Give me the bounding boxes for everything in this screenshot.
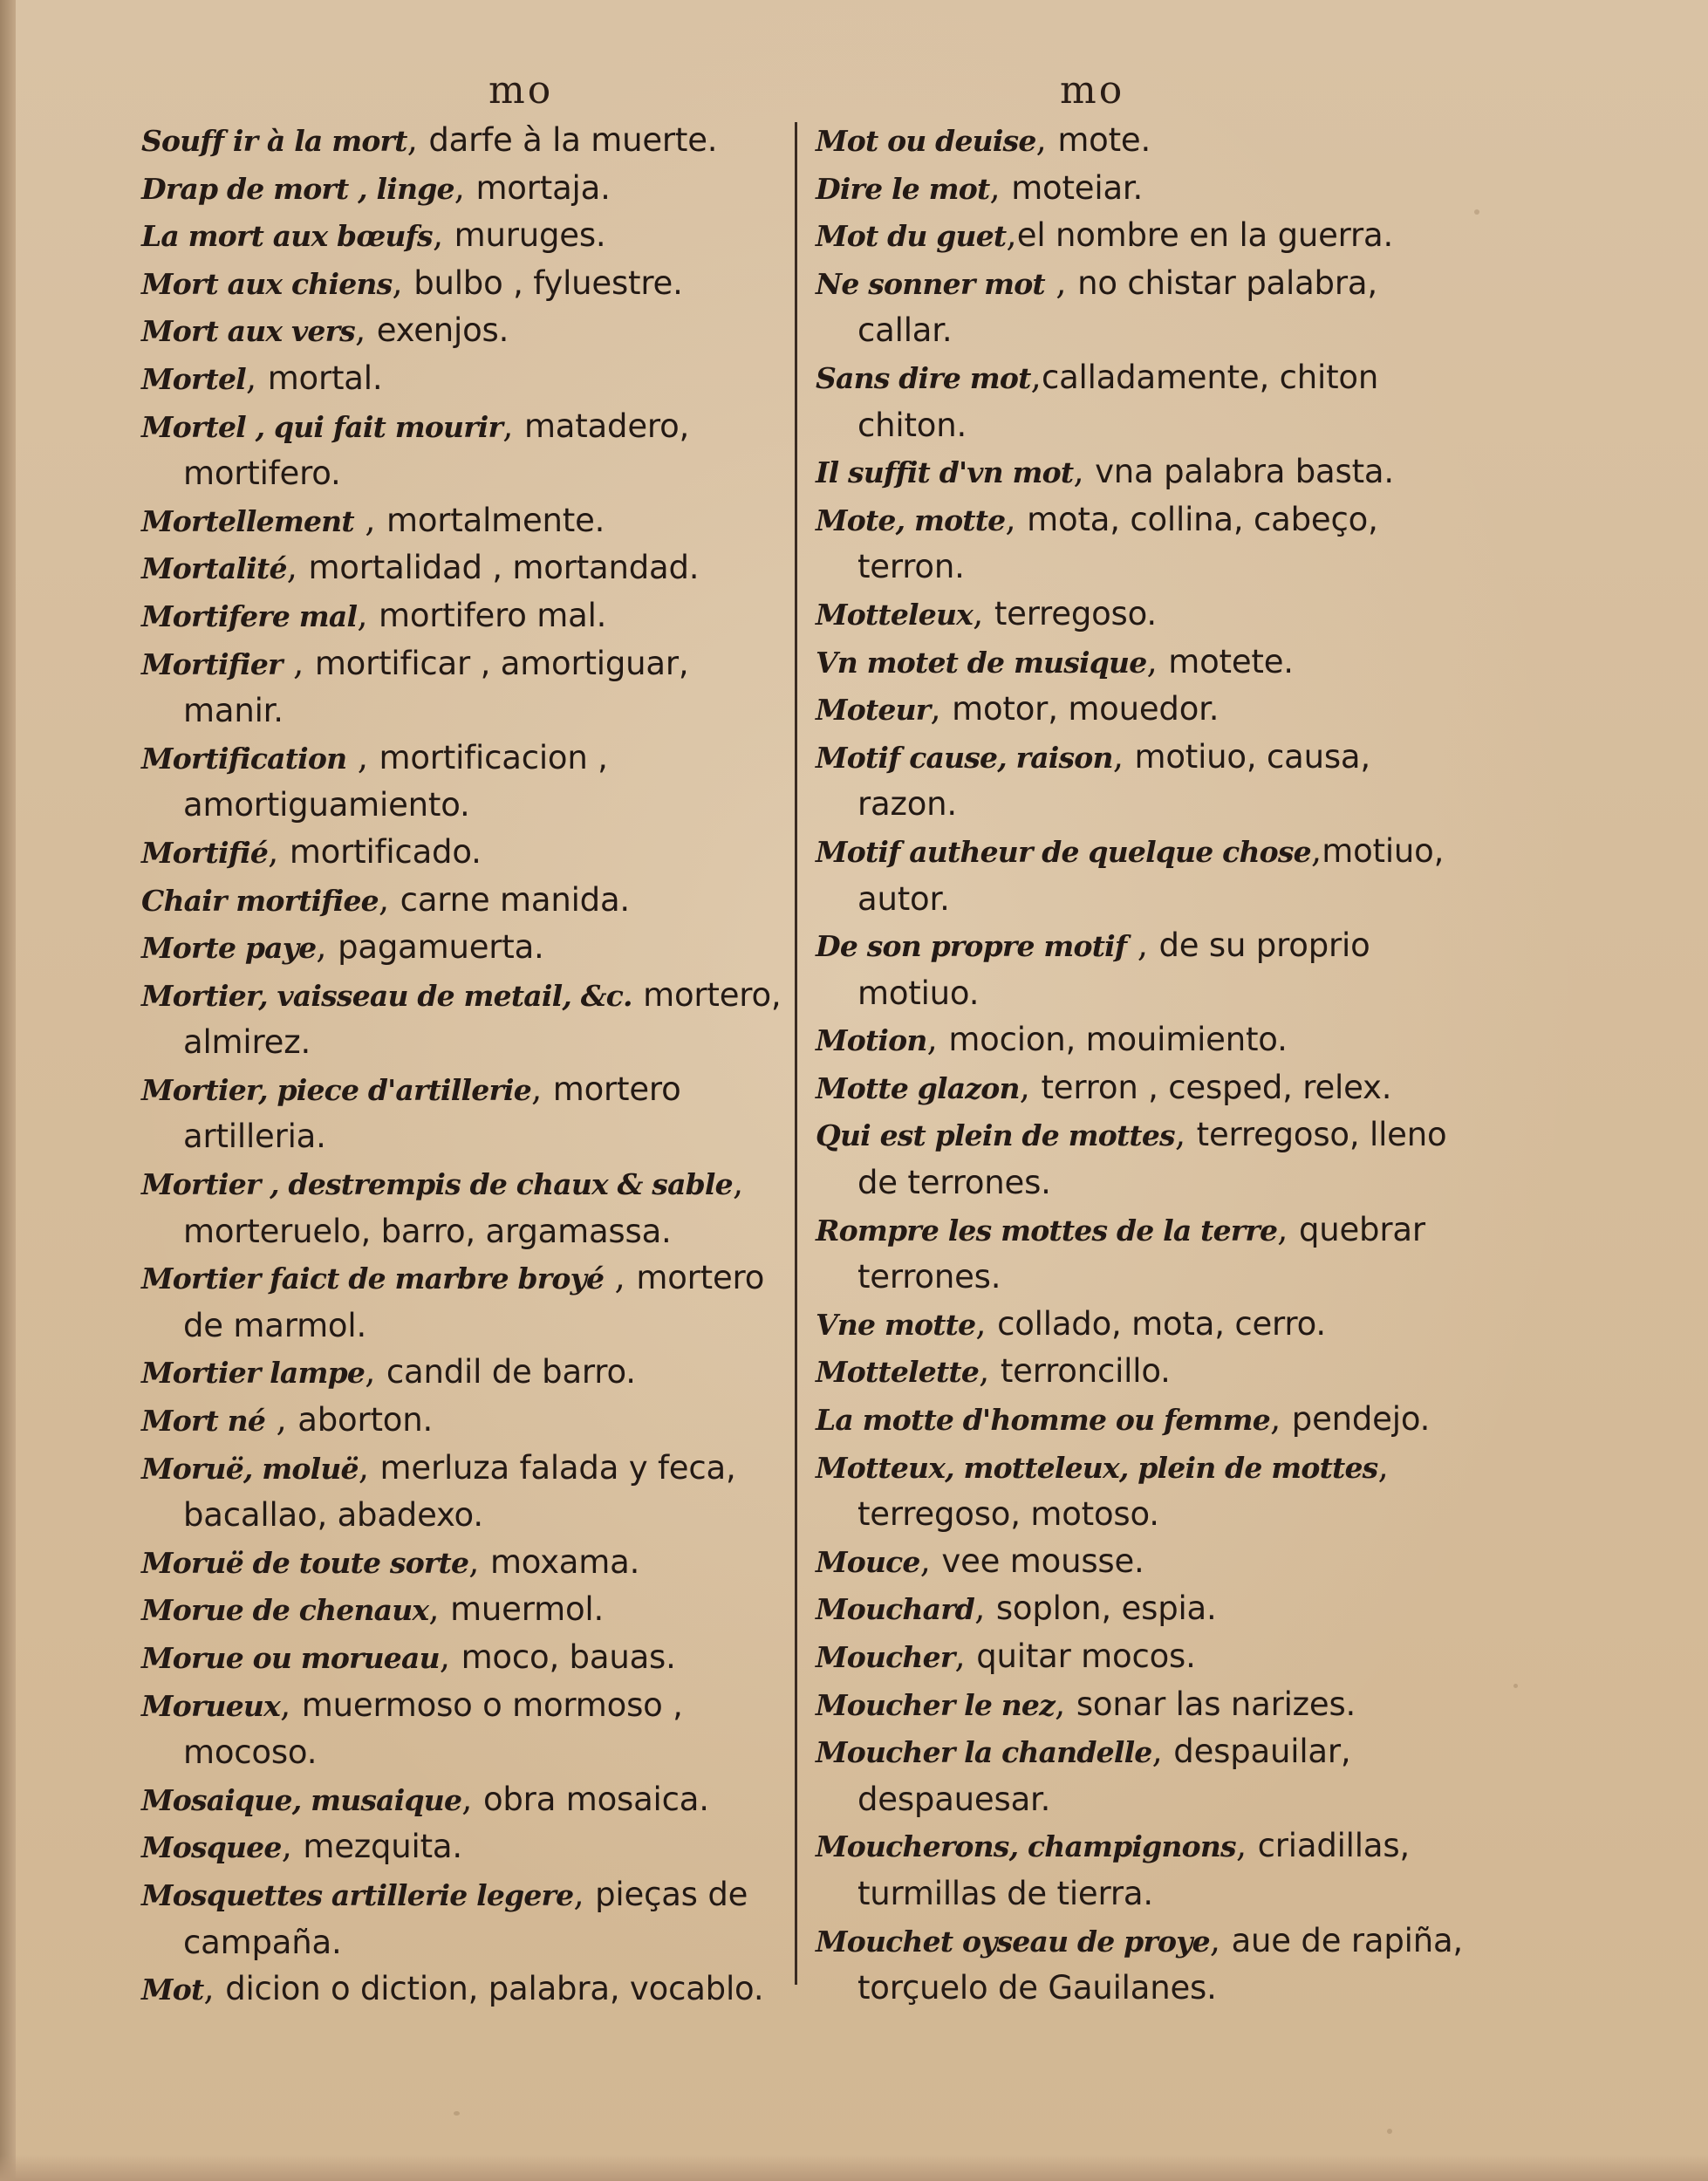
entry-separator: , xyxy=(392,263,414,303)
entry-translation: muruges. xyxy=(454,216,606,255)
entry-headword: La mort aux bœufs xyxy=(141,219,433,254)
dictionary-entry xyxy=(141,117,787,165)
entry-separator: , xyxy=(1377,1446,1389,1487)
entry-separator: , xyxy=(454,168,476,208)
dictionary-entry xyxy=(816,1207,1479,1301)
entry-headword: Mot xyxy=(141,1972,204,2007)
entry-headword: Mouce xyxy=(816,1544,920,1579)
dictionary-entry xyxy=(816,922,1479,1016)
entry-translation: vee mousse. xyxy=(941,1542,1144,1580)
entry-translation: mortifero mal. xyxy=(379,596,607,634)
entry-translation: merluza falada y feca, bacallao, abadexo. xyxy=(183,1448,736,1535)
entry-headword: Sans dire mot xyxy=(816,360,1031,395)
entry-separator: , xyxy=(1174,1115,1197,1155)
dictionary-entry xyxy=(141,829,787,877)
entry-translation: aborton. xyxy=(297,1401,434,1439)
entry-headword: Mortalité xyxy=(141,551,287,586)
dictionary-entry xyxy=(816,1444,1479,1538)
entry-headword: Mort aux vers xyxy=(141,314,355,349)
entry-headword: Moucherons, champignons xyxy=(816,1829,1236,1864)
dictionary-entry xyxy=(816,1538,1479,1586)
entry-separator: , xyxy=(439,1637,461,1677)
entry-separator: , xyxy=(428,1590,451,1630)
dictionary-entry xyxy=(816,1064,1479,1112)
left-column xyxy=(141,117,787,2013)
entry-separator: , xyxy=(282,643,315,683)
dictionary-entry xyxy=(141,307,787,355)
entry-separator: , xyxy=(1112,736,1135,776)
entry-separator: , xyxy=(468,1542,490,1582)
entry-separator: , xyxy=(1044,263,1078,303)
entry-headword: Mortier lampe xyxy=(141,1356,366,1391)
entry-headword: Morte paye xyxy=(141,931,317,966)
dictionary-entry xyxy=(816,354,1479,448)
entry-headword: Qui est plein de mottes xyxy=(816,1118,1175,1153)
entry-headword: Vne motte xyxy=(816,1307,976,1342)
entry-headword: Vn motet de musique xyxy=(816,645,1147,680)
entry-translation: mortificado. xyxy=(289,832,482,871)
entry-translation: criadillas, turmillas de tierra. xyxy=(857,1827,1410,1912)
dictionary-entry xyxy=(816,1633,1479,1681)
entry-headword: Mote, motte xyxy=(816,503,1006,537)
dictionary-entry xyxy=(816,686,1479,734)
entry-translation: exenjos. xyxy=(376,311,509,350)
entry-translation: vna palabra basta. xyxy=(1095,453,1394,491)
entry-headword: Motif cause, raison xyxy=(816,740,1113,775)
entry-translation: motor, mouedor. xyxy=(952,690,1220,728)
dictionary-entry xyxy=(816,828,1479,922)
paper-spot xyxy=(454,2111,460,2116)
entry-headword: Moruë de toute sorte xyxy=(141,1545,469,1580)
dictionary-entry xyxy=(816,1301,1479,1349)
entry-separator: , xyxy=(1055,1684,1076,1724)
dictionary-entry xyxy=(816,1918,1479,2012)
dictionary-entry xyxy=(141,497,787,545)
dictionary-entry xyxy=(141,1634,787,1682)
dictionary-entry xyxy=(141,1823,787,1871)
paper-spot xyxy=(1474,209,1479,215)
dictionary-entry xyxy=(141,355,787,403)
entry-headword: Mosquettes artillerie legere xyxy=(141,1877,574,1912)
entry-separator: , xyxy=(926,1020,949,1060)
entry-translation: mortificacion , amortiguamiento. xyxy=(183,738,608,824)
entry-separator: , xyxy=(432,215,454,256)
entry-separator: , xyxy=(930,689,953,729)
entry-separator: , xyxy=(973,593,994,633)
entry-separator: , xyxy=(268,831,290,872)
entry-translation: muermoso o mormoso , mocoso. xyxy=(183,1685,683,1772)
entry-headword: Mort né xyxy=(141,1404,266,1439)
entry-translation: mortero de marmol. xyxy=(183,1259,765,1344)
entry-headword: Mortier faict de marbre broyé xyxy=(141,1261,605,1296)
entry-headword: Motteux, motteleux, plein de mottes xyxy=(816,1450,1378,1485)
dictionary-entry xyxy=(141,1966,787,2013)
entry-headword: Mot du guet xyxy=(816,219,1007,254)
entry-headword: Motif autheur de quelque chose xyxy=(816,834,1311,869)
entry-separator: , xyxy=(604,1258,637,1298)
entry-translation: terron , cesped, relex. xyxy=(1041,1068,1392,1106)
entry-translation: darfe à la muerte. xyxy=(428,121,718,159)
entry-headword: Mottelette xyxy=(816,1355,980,1390)
column-divider xyxy=(795,122,797,1985)
entry-headword: Ne sonner mot xyxy=(816,266,1045,301)
entry-separator: , xyxy=(989,168,1012,208)
entry-translation: mortero, almirez. xyxy=(183,975,782,1062)
entry-translation: terroncillo. xyxy=(1000,1352,1171,1391)
entry-headword: Il suffit d'vn mot xyxy=(816,455,1074,490)
entry-translation: mortalidad , mortandad. xyxy=(308,549,700,587)
dictionary-entry xyxy=(141,877,787,925)
entry-separator: , xyxy=(974,1589,996,1629)
dictionary-entry xyxy=(141,1397,787,1445)
dictionary-entry xyxy=(816,1111,1479,1206)
entry-translation: bulbo , fyluestre. xyxy=(413,263,683,302)
entry-separator: , xyxy=(245,358,268,398)
entry-translation: el nombre en la guerra. xyxy=(1016,216,1394,255)
entry-headword: Mortel , qui fait mourir xyxy=(141,409,503,444)
entry-headword: Mortier, vaisseau de metail, &c. xyxy=(141,978,632,1013)
entry-translation: motiuo, autor. xyxy=(857,831,1445,918)
entry-translation: terregoso, motoso. xyxy=(857,1495,1159,1534)
dictionary-entry xyxy=(816,260,1479,354)
entry-headword: Mouchard xyxy=(816,1592,975,1627)
entry-headword: Moucher la chandelle xyxy=(816,1735,1152,1770)
entry-translation: moteiar. xyxy=(1011,168,1144,207)
entry-translation: mortal. xyxy=(267,359,383,397)
entry-separator: , xyxy=(378,879,400,920)
dictionary-entry xyxy=(816,1016,1479,1064)
dictionary-entry xyxy=(816,1396,1479,1444)
entry-headword: Mot ou deuise xyxy=(816,124,1036,158)
entry-translation: muermol. xyxy=(450,1590,605,1629)
entry-headword: Rompre les mottes de la terre xyxy=(816,1213,1278,1248)
entry-separator: , xyxy=(502,406,524,446)
entry-translation: candil de barro. xyxy=(386,1353,636,1391)
entry-translation: motiuo, causa, razon. xyxy=(857,737,1370,824)
entry-translation: terregoso. xyxy=(994,594,1157,632)
entry-translation: mezquita. xyxy=(303,1828,462,1866)
right-column xyxy=(816,117,1479,2012)
entry-headword: Mortellement xyxy=(141,503,354,538)
running-head-right: mo xyxy=(1060,68,1125,113)
entry-headword: Mortel xyxy=(141,361,246,396)
dictionary-entry xyxy=(141,1349,787,1397)
paper-spot xyxy=(1513,1684,1518,1688)
entry-separator: , xyxy=(732,1164,744,1204)
entry-translation: motete. xyxy=(1168,642,1294,680)
entry-separator: , xyxy=(1146,641,1169,681)
entry-separator: , xyxy=(954,1637,977,1676)
entry-headword: Motion xyxy=(816,1023,927,1058)
entry-separator: , xyxy=(1073,452,1096,492)
entry-translation: moxama. xyxy=(489,1542,640,1581)
dictionary-entry xyxy=(816,165,1479,213)
entry-headword: Mortifier xyxy=(141,646,283,681)
page-edge-shadow xyxy=(0,0,16,2181)
entry-translation: morteruelo, barro, argamassa. xyxy=(183,1212,672,1250)
dictionary-entry xyxy=(141,260,787,308)
dictionary-entry xyxy=(141,1539,787,1587)
dictionary-entry xyxy=(816,117,1479,165)
entry-separator: , xyxy=(975,1303,998,1343)
dictionary-entry xyxy=(816,1348,1479,1396)
dictionary-entry xyxy=(141,924,787,972)
entry-separator: , xyxy=(1126,926,1159,966)
entry-separator: , xyxy=(919,1541,942,1581)
dictionary-entry xyxy=(141,592,787,640)
entry-separator: , xyxy=(346,737,379,777)
entry-separator: , xyxy=(1151,1732,1174,1772)
running-head-left: mo xyxy=(488,68,554,113)
entry-headword: Mortifere mal xyxy=(141,598,358,633)
dictionary-entry xyxy=(141,1682,787,1776)
dictionary-entry xyxy=(141,972,787,1066)
entry-separator: , xyxy=(979,1351,1001,1391)
entry-headword: Mortification xyxy=(141,741,347,776)
entry-translation: calladamente, chiton chiton. xyxy=(857,358,1379,444)
entry-headword: Mortier , destrempis de chaux & sable xyxy=(141,1167,733,1202)
dictionary-entry xyxy=(141,1445,787,1539)
dictionary-entry xyxy=(141,544,787,592)
entry-translation: mortalmente. xyxy=(386,501,605,539)
entry-headword: Moucher le nez xyxy=(816,1687,1056,1722)
entry-separator: , xyxy=(365,1352,386,1392)
entry-headword: Morueux xyxy=(141,1688,280,1723)
entry-separator xyxy=(632,975,643,1015)
entry-headword: La motte d'homme ou femme xyxy=(816,1403,1270,1438)
entry-separator: , xyxy=(1310,831,1322,871)
dictionary-entry xyxy=(816,448,1479,496)
entry-separator: , xyxy=(1030,357,1042,397)
entry-headword: Moruë, moluë xyxy=(141,1451,359,1486)
entry-translation: sonar las narizes. xyxy=(1076,1685,1356,1723)
entry-translation: soplon, espia. xyxy=(995,1590,1217,1628)
entry-separator: , xyxy=(353,500,386,540)
dictionary-entry xyxy=(141,735,787,829)
entry-headword: Mosaique, musaique xyxy=(141,1782,462,1817)
entry-headword: Moucher xyxy=(816,1640,955,1674)
entry-translation: mota, collina, cabeço, terron. xyxy=(857,500,1378,586)
entry-headword: Moteur xyxy=(816,693,931,728)
dictionary-entry xyxy=(141,1066,787,1160)
entry-headword: Mosquee xyxy=(141,1830,282,1865)
entry-translation: aue de rapiña, torçuelo de Gauilanes. xyxy=(857,1921,1463,2007)
entry-translation: mortaja. xyxy=(475,168,611,207)
entry-separator: , xyxy=(357,595,379,635)
entry-translation: dicion o diction, palabra, vocablo. xyxy=(225,1970,764,2008)
entry-separator: , xyxy=(354,311,377,351)
entry-translation: quebrar terrones. xyxy=(857,1210,1425,1296)
entry-headword: Motte glazon xyxy=(816,1070,1020,1105)
entry-headword: Motteleux xyxy=(816,597,974,632)
dictionary-entry xyxy=(141,403,787,497)
entry-separator: , xyxy=(1006,215,1017,256)
entry-headword: Drap de mort , linge xyxy=(141,171,454,206)
entry-separator: , xyxy=(1235,1826,1258,1866)
entry-headword: Souff ir à la mort xyxy=(141,124,407,158)
entry-headword: Mort aux chiens xyxy=(141,266,393,301)
entry-separator: , xyxy=(1209,1920,1232,1960)
entry-translation: matadero, mortifero. xyxy=(183,407,690,493)
entry-separator: , xyxy=(286,548,309,588)
entry-headword: Dire le mot xyxy=(816,171,990,206)
entry-separator: , xyxy=(1035,120,1058,160)
dictionary-entry xyxy=(816,496,1479,591)
entry-separator: , xyxy=(203,1969,226,2009)
entry-translation: collado, mota, cerro. xyxy=(997,1304,1326,1343)
dictionary-entry xyxy=(141,165,787,213)
entry-translation: despauilar, despauesar. xyxy=(857,1733,1351,1818)
dictionary-entry xyxy=(141,1255,787,1349)
entry-separator: , xyxy=(1277,1209,1299,1249)
entry-translation: de su proprio motiuo. xyxy=(857,926,1370,1012)
entry-separator: , xyxy=(281,1827,304,1867)
dictionary-entry xyxy=(816,1822,1479,1917)
entry-translation: mortificar , amortiguar, manir. xyxy=(183,644,689,730)
entry-separator: , xyxy=(1005,499,1028,539)
entry-translation: pendejo. xyxy=(1291,1400,1431,1439)
entry-headword: Mortier, piece d'artillerie xyxy=(141,1072,531,1107)
entry-separator: , xyxy=(573,1874,596,1914)
entry-translation: pieças de campaña. xyxy=(183,1875,748,1961)
dictionary-entry xyxy=(816,1585,1479,1633)
entry-translation: terregoso, lleno de terrones. xyxy=(857,1116,1447,1202)
entry-separator: , xyxy=(265,1400,298,1440)
entry-headword: Mouchet oyseau de proye xyxy=(816,1924,1210,1959)
entry-translation: moco, bauas. xyxy=(461,1638,676,1676)
entry-translation: mote. xyxy=(1057,121,1151,159)
entry-translation: quitar mocos. xyxy=(976,1637,1196,1675)
entry-headword: Mortifié xyxy=(141,835,269,870)
entry-headword: Morue ou morueau xyxy=(141,1641,440,1675)
entry-translation: mortero artilleria. xyxy=(183,1070,681,1156)
dictionary-entry xyxy=(816,1681,1479,1729)
entry-headword: Chair mortifiee xyxy=(141,883,379,918)
entry-separator: , xyxy=(407,120,429,160)
dictionary-entry xyxy=(816,734,1479,828)
page-bottom-shadow xyxy=(0,2155,1708,2181)
entry-separator: , xyxy=(316,927,338,967)
dictionary-entry xyxy=(141,212,787,260)
dictionary-entry xyxy=(816,591,1479,639)
dictionary-entry xyxy=(816,639,1479,687)
entry-translation: pagamuerta. xyxy=(338,928,544,967)
dictionary-entry xyxy=(141,1586,787,1634)
dictionary-entry xyxy=(141,640,787,735)
entry-translation: carne manida. xyxy=(400,880,630,919)
dictionary-entry xyxy=(141,1160,787,1255)
entry-translation: obra mosaica. xyxy=(482,1780,709,1818)
dictionary-entry xyxy=(141,1776,787,1824)
dictionary-entry xyxy=(816,212,1479,260)
dictionary-entry xyxy=(816,1728,1479,1822)
entry-separator: , xyxy=(1270,1399,1292,1439)
entry-separator: , xyxy=(279,1685,302,1725)
entry-translation: mocion, mouimiento. xyxy=(948,1021,1288,1059)
entry-separator: , xyxy=(1019,1067,1042,1107)
paper-spot xyxy=(1387,2129,1392,2134)
entry-separator: , xyxy=(358,1447,380,1487)
entry-translation: no chistar palabra, callar. xyxy=(857,263,1377,350)
dictionary-entry xyxy=(141,1871,787,1966)
entry-separator: , xyxy=(530,1069,553,1109)
entry-headword: De son propre motif xyxy=(816,929,1127,964)
entry-headword: Morue de chenaux xyxy=(141,1593,429,1628)
entry-separator: , xyxy=(461,1779,483,1819)
